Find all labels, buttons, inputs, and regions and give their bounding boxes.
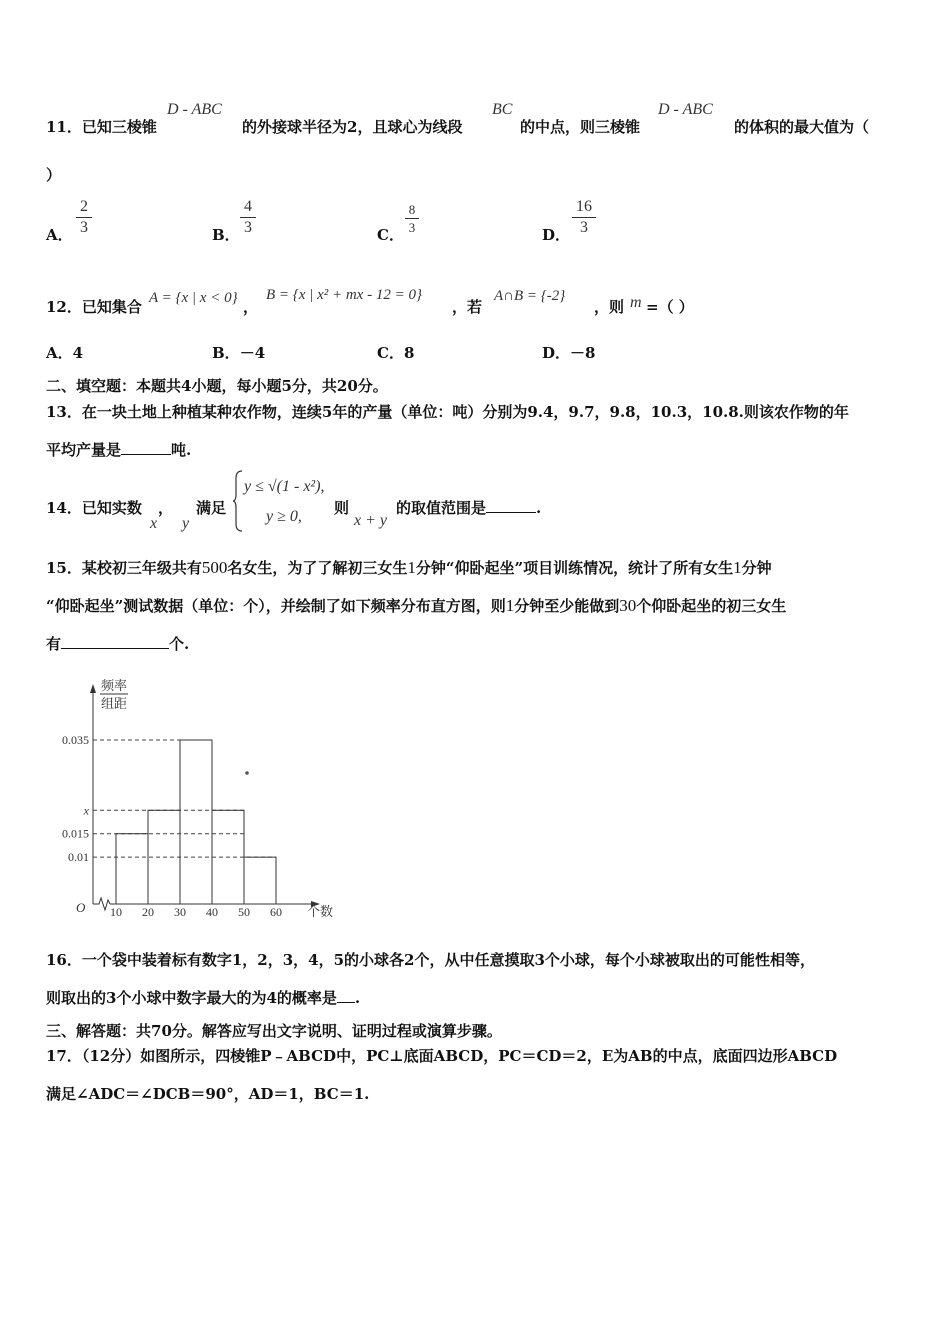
q14-comma: ，: [158, 499, 174, 517]
q11-text-6: ）: [46, 166, 62, 184]
q14-text-1: 14．已知实数: [46, 499, 142, 517]
q14-text-3: 则: [334, 499, 350, 517]
q17-line1: 17．（12分）如图所示，四棱锥P﹣ABCD中，PC⊥底面ABCD，PC＝CD＝2，E为AB的中点，底面四边形ABCD: [46, 1047, 838, 1065]
y-axis-label-top: 频率: [100, 679, 128, 694]
q14-y: y: [182, 515, 190, 532]
q12-option-d: D．－8: [542, 344, 596, 362]
q11-option-a-label: A．: [46, 226, 73, 244]
stray-dot: [245, 771, 249, 775]
section-2-heading: 二、填空题：本题共4小题，每小题5分，共20分。: [46, 377, 388, 395]
q15-line3: 有 个.: [46, 635, 190, 653]
q11-text-4: 的中点，则三棱锥: [520, 118, 641, 136]
q11-text-2: 的外接球半径为2，且球心为线段: [242, 118, 463, 136]
q11-option-c-fraction: 8 3: [405, 202, 419, 235]
q12-text-3: ，则: [594, 298, 625, 316]
q14-x: x: [150, 515, 158, 532]
y-tick-label-0: 0.035: [62, 733, 89, 747]
q12-comma-1: ，: [243, 298, 259, 316]
q14-inequality-1: y ≤ √(1 - x²),: [244, 478, 325, 495]
q15-answer-blank[interactable]: [61, 634, 169, 649]
q14-system-brace: [232, 470, 244, 532]
q12-text-1: 已知集合: [81, 298, 142, 316]
q11-option-b-label: B．: [212, 226, 240, 244]
histogram-bar-50-60: [244, 857, 276, 904]
x-tick-label-50: 50: [238, 905, 250, 919]
q13-line1: 13．在一块土地上种植某种农作物，连续5年的产量（单位：吨）分别为9.4，9.7，9.8，10.3，10.8.则该农作物的年: [46, 403, 849, 421]
q12-text-2: ，若: [452, 298, 483, 316]
y-axis-label-bottom: 组距: [100, 697, 128, 712]
y-axis-arrow: [90, 684, 96, 693]
y-tick-label-1: x: [83, 803, 89, 818]
q11-option-d-fraction: 16 3: [572, 198, 596, 237]
q11-math-1: D - ABC: [167, 101, 222, 118]
q14-inequality-2: y ≥ 0,: [266, 508, 302, 525]
q11-option-b-fraction: 4 3: [240, 198, 256, 237]
q13-line2: 平均产量是 吨.: [46, 441, 192, 459]
origin-label: O: [76, 900, 86, 915]
q12-set-a: A = {x | x < 0}: [149, 290, 238, 306]
frequency-histogram: [50, 672, 340, 924]
q11-line1: [46, 116, 157, 137]
x-tick-label-60: 60: [270, 905, 282, 919]
q11-math-3: D - ABC: [658, 101, 713, 118]
x-tick-label-30: 30: [174, 905, 186, 919]
x-axis-break: [93, 898, 110, 910]
histogram-bar-10-20: [116, 834, 148, 904]
q11-number: 11．: [46, 118, 82, 136]
q16-line1: 16．一个袋中装着标有数字1，2，3，4，5的小球各2个，从中任意摸取3个小球，每个小球被取出的可能性相等，: [46, 951, 815, 969]
q11-option-c-label: C．: [377, 226, 404, 244]
section-3-heading: 三、解答题：共70分。解答应写出文字说明、证明过程或演算步骤。: [46, 1022, 502, 1040]
q12-line1: [46, 296, 142, 317]
q11-text-5: 的体积的最大值为（: [734, 118, 870, 136]
x-tick-label-10: 10: [110, 905, 122, 919]
x-axis-label: 个数: [307, 905, 334, 920]
q11-option-d-label: D．: [542, 226, 571, 244]
q16-line2: 则取出的3个小球中数字最大的为4的概率是 .: [46, 989, 361, 1007]
q14-text-2: 满足: [196, 499, 227, 517]
q17-line2: 满足∠ADC＝∠DCB＝90°，AD＝1，BC＝1.: [46, 1085, 370, 1103]
q12-set-b: B = {x | x² + mx - 12 = 0}: [266, 287, 422, 303]
q12-m: m: [630, 294, 642, 311]
y-tick-label-3: 0.01: [68, 850, 89, 865]
q12-option-c: C．8: [377, 344, 415, 362]
y-tick-label-2: 0.015: [62, 826, 89, 841]
q14-text-4: 的取值范围是 .: [396, 499, 542, 517]
q12-option-a: A．4: [46, 344, 84, 362]
q12-condition: A∩B = {-2}: [494, 288, 566, 304]
q12-option-b: B．－4: [212, 344, 266, 362]
q15-line1: 15．某校初三年级共有500名女生，为了了解初三女生1分钟“仰卧起坐”项目训练情况，统计了所有女生1分钟: [46, 558, 772, 577]
q14-expression: x + y: [354, 512, 387, 529]
q14-answer-blank[interactable]: [486, 498, 536, 513]
q15-line2: “仰卧起坐”测试数据（单位：个），并绘制了如下频率分布直方图，则1分钟至少能做到30个仰卧起坐的初三女生: [46, 596, 787, 615]
q12-number: 12．: [46, 298, 82, 316]
q11-math-2: BC: [492, 101, 513, 118]
q11-option-a-fraction: 2 3: [76, 198, 92, 237]
q12-text-4: =（ ）: [646, 298, 694, 316]
q11-text-1: 已知三棱锥: [81, 118, 157, 136]
x-tick-label-20: 20: [142, 905, 154, 919]
q16-answer-blank[interactable]: [337, 988, 355, 1003]
histogram-bar-30-40: [180, 740, 212, 904]
q13-answer-blank[interactable]: [121, 440, 171, 455]
x-tick-label-40: 40: [206, 905, 218, 919]
